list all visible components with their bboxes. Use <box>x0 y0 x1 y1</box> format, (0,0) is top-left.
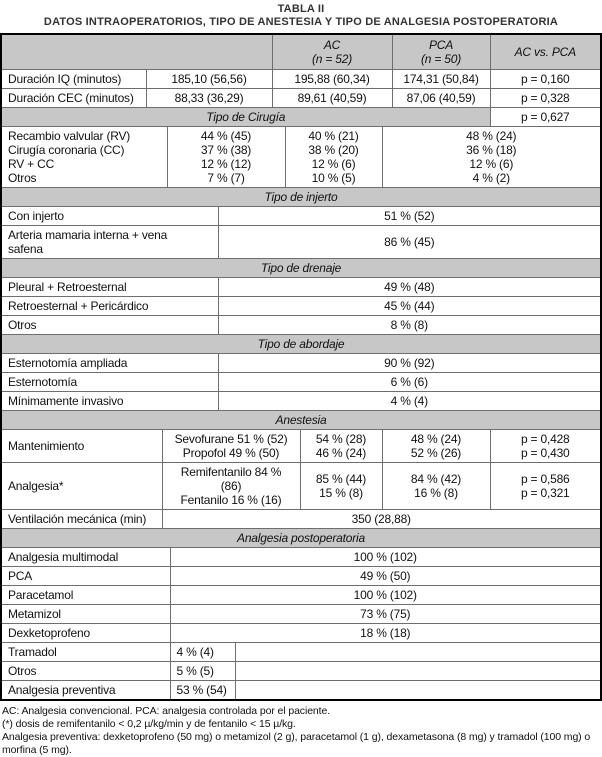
table-row-analgesia-multimodal <box>2 548 600 567</box>
cell-pca <box>382 430 490 463</box>
cell-line: 12 % (12) <box>200 157 252 171</box>
cell-label: Ventilación mecánica (min) <box>2 510 162 529</box>
data-table <box>0 33 602 701</box>
table-caption <box>0 3 602 29</box>
cell-value: 4 % (4) <box>170 643 235 662</box>
cell-p-value: p = 0,627 <box>490 108 600 127</box>
cell-value: 53 % (54) <box>170 681 235 700</box>
cell-value: 100 % (102) <box>170 548 600 567</box>
cell-value: 8 % (8) <box>218 316 600 335</box>
section-band-anestesia: Anestesia <box>2 411 600 430</box>
cell-total <box>162 430 300 463</box>
table-row-duracion-cec <box>2 89 600 108</box>
table-row-cirugia <box>2 127 600 188</box>
cell-value: 86 % (45) <box>218 226 600 259</box>
header-vs-label: AC vs. PCA <box>514 45 576 59</box>
table-row-con-injerto <box>2 207 600 226</box>
cell-pca: 174,31 (50,84) <box>392 70 490 89</box>
section-band-cirugia: Tipo de Cirugía <box>2 108 490 127</box>
cell-label: Esternotomía ampliada <box>2 354 218 373</box>
cell-empty <box>235 681 600 700</box>
table-row-tramadol <box>2 643 600 662</box>
cell-p-value <box>490 430 600 463</box>
cell-line: 44 % (45) <box>200 129 252 143</box>
cell-ac: 89,61 (40,59) <box>272 89 392 108</box>
cell-label: Con injerto <box>2 207 218 226</box>
section-postoperatoria-left <box>2 643 600 699</box>
footnotes <box>0 701 602 757</box>
cell-line: p = 0,586 <box>520 472 570 486</box>
cell-label: Mantenimiento <box>2 430 162 463</box>
cell-ac <box>300 463 382 510</box>
cell-line: (86) <box>220 479 242 493</box>
cell-value: 73 % (75) <box>170 605 600 624</box>
cell-line: Recambio valvular (RV) <box>8 129 131 143</box>
cell-line: 16 % (8) <box>414 486 458 500</box>
cell-label: Duración CEC (minutos) <box>2 89 146 108</box>
cell-label: Paracetamol <box>2 586 170 605</box>
cell-ac: 195,88 (60,34) <box>272 70 392 89</box>
cell-value: 51 % (52) <box>218 207 600 226</box>
cell-label <box>2 226 218 259</box>
section-band-row-postoperatoria <box>2 529 600 548</box>
cell-line: 48 % (24) <box>410 432 462 446</box>
cell-line: Otros <box>8 171 37 185</box>
section-band-row-abordaje <box>2 335 600 354</box>
section-band-postoperatoria: Analgesia postoperatoria <box>2 529 600 548</box>
cell-ac <box>300 430 382 463</box>
cell-label: Tramadol <box>2 643 170 662</box>
footnote-asterisk: (*) dosis de remifentanilo < 0,2 µ/kg/min y de fentanilo < 15 µ/kg. <box>2 718 296 730</box>
cell-pca: 87,06 (40,59) <box>392 89 490 108</box>
cell-label: Metamizol <box>2 605 170 624</box>
cell-line: 36 % (18) <box>466 143 517 157</box>
section-anestesia <box>2 411 600 529</box>
cell-label: Analgesia preventiva <box>2 681 170 700</box>
cell-label: Esternotomía <box>2 373 218 392</box>
cell-line: 54 % (28) <box>315 432 367 446</box>
cell-pca <box>382 463 490 510</box>
table-row-drenaje-otros <box>2 316 600 335</box>
table-row-ventilacion <box>2 510 600 529</box>
table-row-pleural-retroesternal <box>2 278 600 297</box>
header-empty-cell <box>2 35 272 70</box>
cell-empty <box>235 643 600 662</box>
cell-label: Retroesternal + Pericárdico <box>2 297 218 316</box>
cell-total: 185,10 (56,56) <box>146 70 272 89</box>
table-title: DATOS INTRAOPERATORIOS, TIPO DE ANESTESIA Y TIPO DE ANALGESIA POSTOPERATORIA <box>43 16 559 28</box>
section-band-row-cirugia <box>2 108 600 127</box>
table-row-metamizol <box>2 605 600 624</box>
cell-value: 18 % (18) <box>170 624 600 643</box>
cell-line: 85 % (44) <box>315 472 367 486</box>
cell-label: PCA <box>2 567 170 586</box>
cell-line: Propofol 49 % (50) <box>182 446 280 460</box>
section-band-drenaje: Tipo de drenaje <box>2 259 600 278</box>
cell-line: 52 % (26) <box>410 446 462 460</box>
section-injerto-drenaje-abordaje <box>2 188 600 411</box>
table-row-duracion-iq <box>2 70 600 89</box>
table-row-analgesia-preventiva <box>2 681 600 700</box>
cell-line: 40 % (21) <box>308 129 359 143</box>
cell-line: p = 0,430 <box>520 446 570 460</box>
table-row-esternotomia-ampliada <box>2 354 600 373</box>
cell-label: Analgesia multimodal <box>2 548 170 567</box>
cell-value: 5 % (5) <box>170 662 235 681</box>
cell-total <box>167 127 285 188</box>
cell-p-value: p = 0,160 <box>490 70 600 89</box>
cell-line: p = 0,321 <box>520 486 570 500</box>
header-ac-n: (n = 52) <box>311 52 353 66</box>
section-band-row-injerto <box>2 188 600 207</box>
cell-line: 7 % (7) <box>207 171 245 185</box>
cell-label: Analgesia* <box>2 463 162 510</box>
cell-value: 90 % (92) <box>218 354 600 373</box>
header-pca-name: PCA <box>428 38 454 52</box>
header-ac <box>272 35 392 70</box>
cell-value: 45 % (44) <box>218 297 600 316</box>
cell-label-text: Arteria mamaria interna + vena safena <box>8 228 168 256</box>
cell-p-value <box>490 463 600 510</box>
cell-line: 10 % (5) <box>311 171 356 185</box>
cell-label: Dexketoprofeno <box>2 624 170 643</box>
footnote-analgesia-preventiva: Analgesia preventiva: dexketoprofeno (50 mg) o metamizol (2 g), paracetamol (1 g), dexametasona (8 mg) y tramadol (100 mg) o morfina (5 mg). <box>2 731 591 756</box>
cell-line: p = 0,428 <box>520 432 570 446</box>
cell-line: Sevofurane 51 % (52) <box>174 432 288 446</box>
table-row-mantenimiento <box>2 430 600 463</box>
cell-value: 49 % (50) <box>170 567 600 586</box>
cell-line: 84 % (42) <box>410 472 462 486</box>
table-row-esternotomia <box>2 373 600 392</box>
table-row-dexketoprofeno <box>2 624 600 643</box>
section-band-injerto: Tipo de injerto <box>2 188 600 207</box>
cell-pca-merged <box>382 127 600 188</box>
cell-label: Otros <box>2 662 170 681</box>
cell-value: 350 (28,88) <box>162 510 600 529</box>
cell-total <box>162 463 300 510</box>
section-band-row-anestesia <box>2 411 600 430</box>
header-row <box>2 35 600 70</box>
section-duracion <box>2 35 600 127</box>
cell-value: 6 % (6) <box>218 373 600 392</box>
cell-line: 48 % (24) <box>466 129 517 143</box>
section-band-abordaje: Tipo de abordaje <box>2 335 600 354</box>
cell-ac <box>285 127 382 188</box>
cell-line: Fentanilo 16 % (16) <box>180 493 282 507</box>
cell-value: 100 % (102) <box>170 586 600 605</box>
table-row-arteria-mamaria <box>2 226 600 259</box>
cell-line: 12 % (6) <box>311 157 356 171</box>
table-row-otros <box>2 662 600 681</box>
cell-line: Remifentanilo 84 % <box>180 465 282 479</box>
header-ac-name: AC <box>323 38 341 52</box>
header-pca-n: (n = 50) <box>420 52 462 66</box>
table-row-paracetamol <box>2 586 600 605</box>
section-cirugia <box>2 127 600 188</box>
table-row-retroesternal-pericardico <box>2 297 600 316</box>
cell-p-value: p = 0,328 <box>490 89 600 108</box>
cell-total: 88,33 (36,29) <box>146 89 272 108</box>
cell-line: 38 % (20) <box>308 143 359 157</box>
cell-labels <box>2 127 167 188</box>
section-band-row-drenaje <box>2 259 600 278</box>
cell-value: 49 % (48) <box>218 278 600 297</box>
header-ac-vs-pca <box>490 35 600 70</box>
cell-line: RV + CC <box>8 157 55 171</box>
table-row-pca <box>2 567 600 586</box>
header-pca <box>392 35 490 70</box>
cell-value: 4 % (4) <box>218 392 600 411</box>
cell-label: Mínimamente invasivo <box>2 392 218 411</box>
cell-line: 37 % (38) <box>200 143 252 157</box>
table-row-analgesia <box>2 463 600 510</box>
cell-line: 46 % (24) <box>315 446 367 460</box>
cell-line: 15 % (8) <box>319 486 363 500</box>
cell-label: Otros <box>2 316 218 335</box>
cell-empty <box>235 662 600 681</box>
cell-line: 12 % (6) <box>469 157 514 171</box>
cell-label: Duración IQ (minutos) <box>2 70 146 89</box>
cell-label: Pleural + Retroesternal <box>2 278 218 297</box>
footnote-abbreviations: AC: Analgesia convencional. PCA: analgesia controlada por el paciente. <box>2 705 331 717</box>
cell-line: 4 % (2) <box>472 171 510 185</box>
section-postoperatoria <box>2 529 600 643</box>
table-number: TABLA II <box>277 3 325 15</box>
cell-line: Cirugía coronaria (CC) <box>8 143 125 157</box>
table-row-minimamente-invasivo <box>2 392 600 411</box>
